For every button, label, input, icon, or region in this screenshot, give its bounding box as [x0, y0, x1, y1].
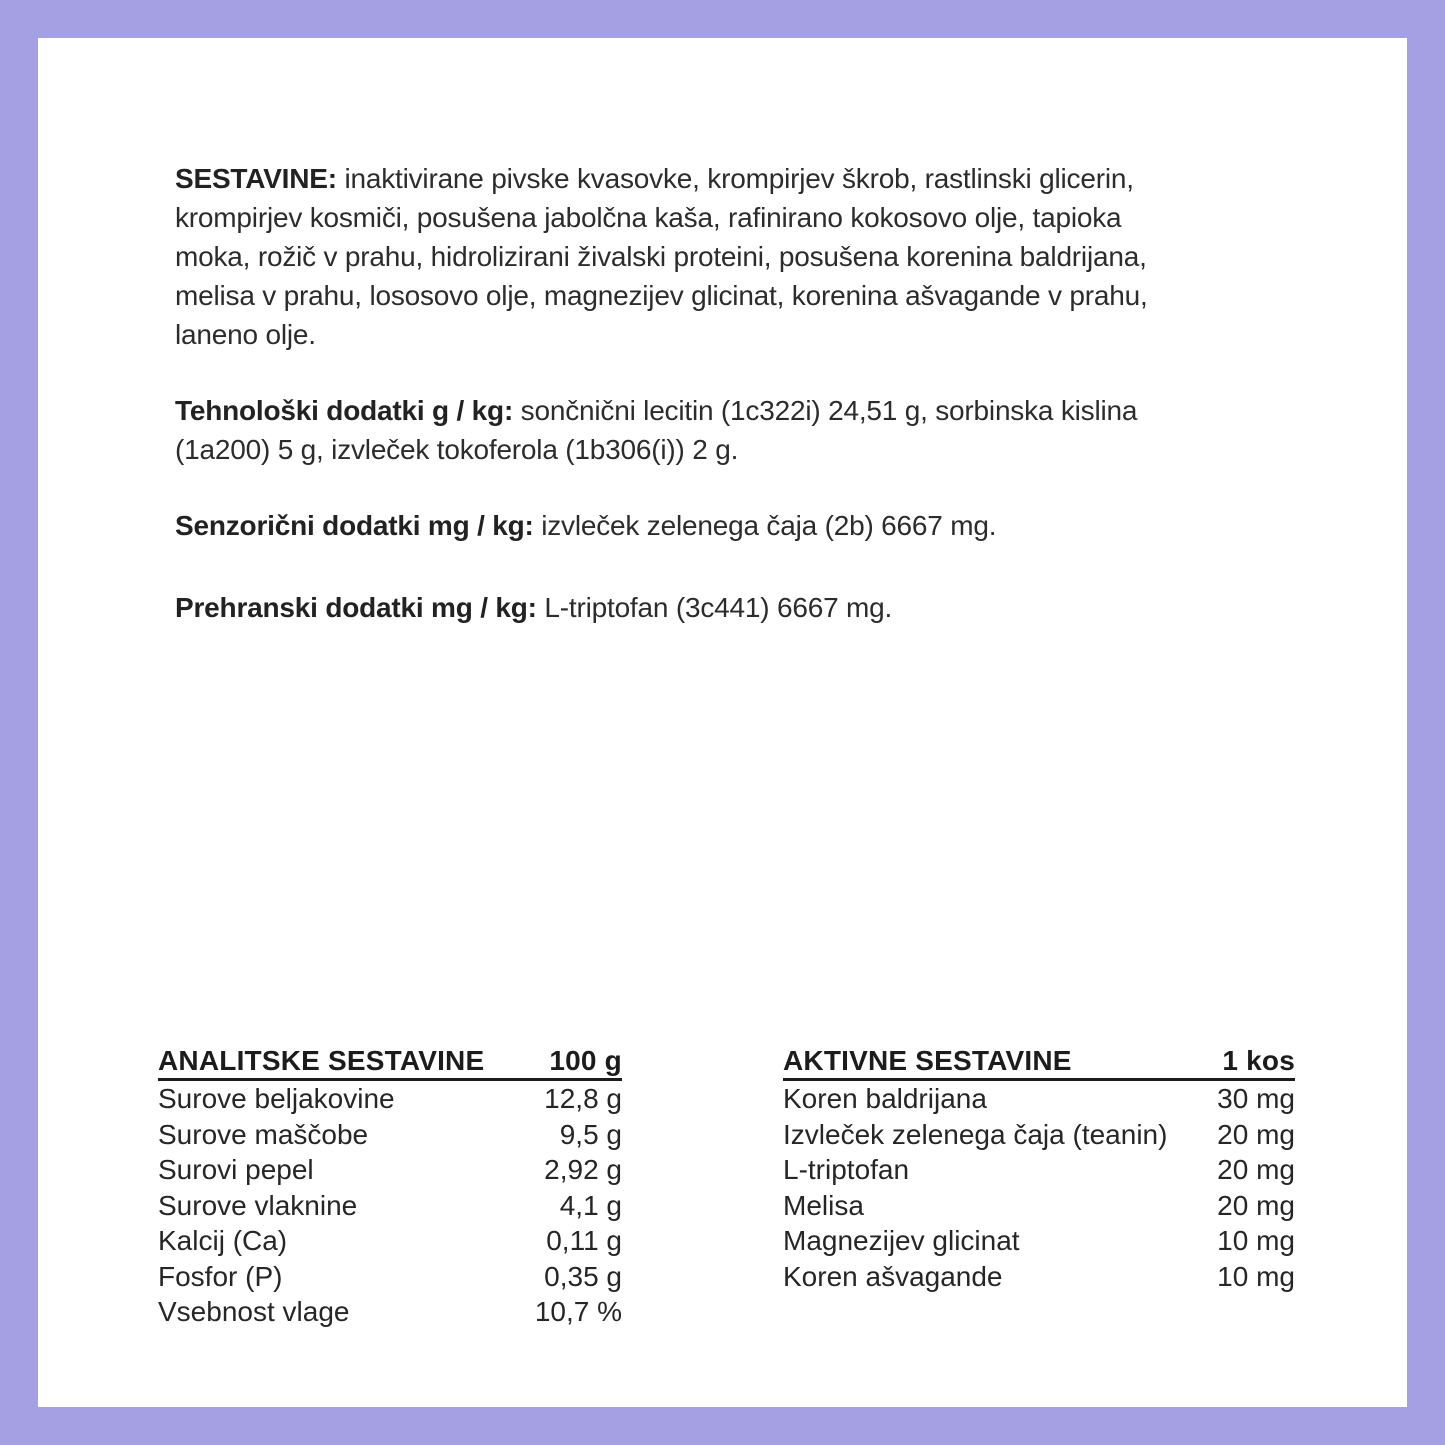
table-row	[783, 1117, 1295, 1153]
table-row	[783, 1259, 1295, 1295]
row-label: L-triptofan	[783, 1154, 910, 1185]
row-label: Fosfor (P)	[158, 1260, 283, 1292]
row-label: Koren ašvagande	[783, 1260, 1003, 1292]
row-value: 0,11 g	[546, 1225, 622, 1256]
sensory-label: Senzorični dodatki mg / kg:	[175, 510, 534, 541]
row-label: Magnezijev glicinat	[783, 1225, 1020, 1256]
ingredients-label: SESTAVINE:	[175, 163, 337, 194]
text-line	[175, 588, 892, 627]
sensory-text: izvleček zelenega čaja (2b) 6667 mg.	[533, 510, 997, 541]
row-label: Surove maščobe	[158, 1118, 369, 1150]
row-value: 2,92 g	[544, 1154, 622, 1185]
row-value: 0,35 g	[544, 1260, 622, 1292]
table-row	[158, 1294, 622, 1330]
nutritional-text: L-triptofan (3c441) 6667 mg.	[536, 592, 893, 623]
table-row	[158, 1188, 622, 1224]
row-label: Koren baldrijana	[783, 1083, 987, 1114]
row-label: Surovi pepel	[158, 1154, 314, 1185]
technological-line-2: (1a200) 5 g, izvleček tokoferola (1b306(i)) 2 g.	[175, 434, 739, 465]
active-table-unit-header: 1 kos	[1222, 1045, 1295, 1076]
technological-additives-section	[175, 391, 1137, 469]
table-row	[158, 1223, 622, 1259]
row-label: Melisa	[783, 1189, 864, 1221]
row-label: Izvleček zelenega čaja (teanin)	[783, 1118, 1168, 1150]
sensory-additives-section	[175, 506, 996, 545]
row-label: Surove beljakovine	[158, 1083, 395, 1114]
analytical-table-title: ANALITSKE SESTAVINE	[158, 1045, 485, 1076]
active-ingredients-table	[783, 1043, 1295, 1294]
technological-label: Tehnološki dodatki g / kg:	[175, 395, 514, 426]
analytical-table-header	[158, 1043, 622, 1081]
ingredients-line-1: inaktivirane pivske kvasovke, krompirjev škrob, rastlinski glicerin,	[336, 163, 1134, 194]
row-value: 10 mg	[1217, 1225, 1295, 1256]
table-row	[158, 1152, 622, 1188]
ingredients-section	[175, 159, 1148, 354]
row-value: 10,7 %	[534, 1296, 622, 1327]
nutritional-label: Prehranski dodatki mg / kg:	[175, 592, 537, 623]
row-value: 4,1 g	[559, 1189, 622, 1221]
technological-line-1: sončnični lecitin (1c322i) 24,51 g, sorbinska kislina	[513, 395, 1138, 426]
table-row	[158, 1117, 622, 1153]
text-line	[175, 506, 996, 545]
row-value: 30 mg	[1217, 1083, 1295, 1114]
table-row	[783, 1081, 1295, 1117]
nutritional-additives-section	[175, 588, 892, 627]
row-label: Kalcij (Ca)	[158, 1225, 288, 1256]
table-row	[158, 1259, 622, 1295]
ingredients-line-3: moka, rožič v prahu, hidrolizirani živalski proteini, posušena korenina baldrijana,	[175, 241, 1147, 272]
row-label: Surove vlaknine	[158, 1189, 358, 1221]
table-row	[783, 1152, 1295, 1188]
table-row	[158, 1081, 622, 1117]
active-table-header	[783, 1043, 1295, 1081]
row-label: Vsebnost vlage	[158, 1296, 350, 1327]
row-value: 20 mg	[1217, 1154, 1295, 1185]
table-row	[783, 1223, 1295, 1259]
active-table-title: AKTIVNE SESTAVINE	[783, 1045, 1072, 1076]
ingredients-line-4: melisa v prahu, lososovo olje, magnezijev glicinat, korenina ašvagande v prahu,	[175, 280, 1148, 311]
row-value: 12,8 g	[544, 1083, 622, 1114]
table-row	[783, 1188, 1295, 1224]
row-value: 9,5 g	[559, 1118, 622, 1150]
text-line	[175, 391, 1137, 430]
row-value: 10 mg	[1217, 1260, 1295, 1292]
analytical-table-unit-header: 100 g	[549, 1045, 622, 1076]
analytical-table	[158, 1043, 622, 1330]
row-value: 20 mg	[1217, 1189, 1295, 1221]
row-value: 20 mg	[1217, 1118, 1295, 1150]
text-line	[175, 159, 1148, 198]
ingredients-line-2: krompirjev kosmiči, posušena jabolčna kaša, rafinirano kokosovo olje, tapioka	[175, 202, 1122, 233]
ingredients-line-5: laneno olje.	[175, 319, 316, 350]
